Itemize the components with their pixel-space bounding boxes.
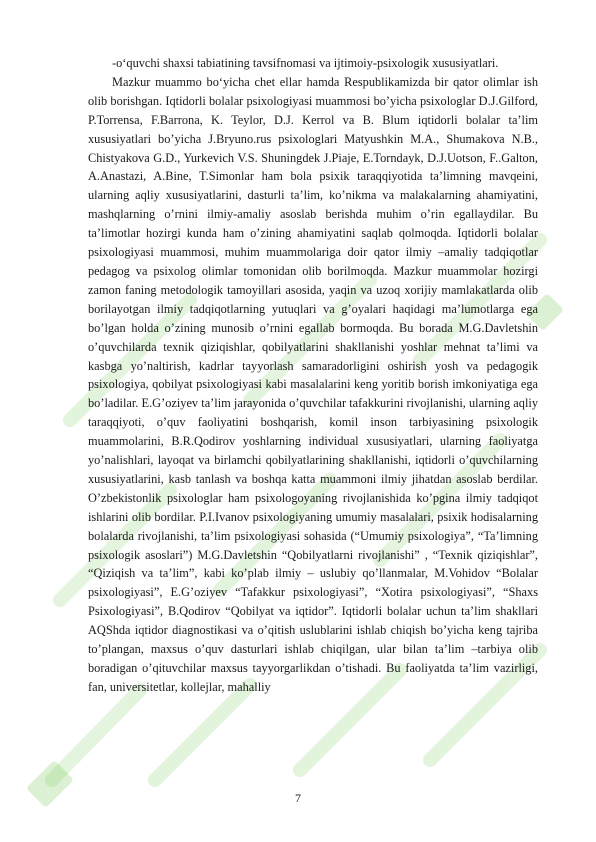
page-number: 7 (295, 791, 301, 805)
paragraph: -o‘quvchi shaxsi tabiatining tavsifnomasi va ijtimoiy-psixologik xususiyatlari. (112, 56, 499, 70)
paragraph: Mazkur muammo bo‘yicha chet ellar hamda Respublikamizda bir qator olimlar ish olib borishgan. Iqtidorli bolalar psixologiyasi muammosi bo’yicha psixologlar D.J.Gilford, P.Torrensa, F.Barrona, K. Teylor, D.J. Kerrol va B. Blum iqtidorli bolalar ta’lim xususiyatlari bo’yicha J.Bryuno.rus psixologlari Matyushkin M.A., Shumakova N.B., Chistyakova G.D., Yurkevich V.S. Shuningdek J.Piaje, E.Torndayk, D.J.Uotson, F..Galton, A.Anastazi, A.Bine, T.Simonlar ham bola psixik taraqqiyotida ta’limning mavqeini, ularning aqliy xususiyatlarini, dasturli ta’lim, ko’nikma va malakalarning ahamiyatini, mashqlarning o’rnini ilmiy-amaliy asoslab berishda muhim o’rin egallaydilar. Bu ta’limotlar hozirgi kunda ham o’zining ahamiyatini saqlab qolmoqda. Iqtidorli bolalar psixologiyasi muammosi, muhim muammolariga doir qator ilmiy –amaliy tadqiqotlar pedagog va psixolog olimlar tomonidan olib borilmoqda. Mazkur muammolar hozirgi zamon faning metodologik tamoyillari asosida, yaqin va uzoq xorijiy mamlakatlarda olib borilayotgan ilmiy tadqiqotlarning yutuqlari va g’oyalari haqidagi ma’lumotlarga ega bo’lgan holda o’zining munosib o’rnini egallab bormoqda. Bu borada M.G.Davletshin o’quvchilarda texnik qiziqishlar, qobilyatlarini shakllanishi yoshlar mehnat ta’limi va kasbga yo’naltirish, kadrlar tayyorlash samaradorligini oshirish yosh va pedagogik psixologiya, qobilyat psixologiyasi kabi masalalarini keng yoritib borish imkoniyatiga ega bo’ladilar. E.G’oziyev ta’lim jarayonida o’quvchilar tafakkurini rivojlanishi, ularning aqliy taraqqiyoti, o’quv faoliyatini boshqarish, komil inson tarbiyasining psixologik muammolarini, B.R.Qodirov yoshlarning individual xususiyatlari, ularning faoliyatga yo’nalishlari, layoqat va birlamchi qobilyatlarining shakllanishi, iqtidorli o’quvchilarning xususiyatlarini, kasb tanlash va boshqa katta muammoni ilmiy jihatdan asoslab berdilar. O’zbekistonlik psixologlar ham psixologoyaning rivojlanishida ko’pgina ilmiy tadqiqot ishlarini olib bordilar. P.I.Ivanov psixologiyaning umumiy masalalari, psixik hodisalarning bolalarda rivojlanishi, ta’lim psixologiyasi sohasida (“Umumiy psixologiya”, “Ta’limning psixologik asoslari”) M.G.Davletshin “Qobilyatlarni rivojlanishi” , “Texnik qiziqishlar”, “Qiziqish va ta’lim”, kabi ko’plab ilmiy – uslubiy qo’llanmalar, M.Vohidov “Bolalar psixologiyasi”, E.G’oziyev “Tafakkur psixologiyasi”, “Xotira psixologiyasi”, “Shaxs Psixologiyasi”, B.Qodirov “Qobilyat va iqtidor”. Iqtidorli bolalar uchun ta’lim shakllari AQShda iqtidor diagnostikasi va o’qitish uslublarini ishlab chiqish bo’yicha keng tajriba to’plangan, maxsus o’quv dasturlari ishlab chiqilgan, ular bilan ta’lim –tarbiya olib boradigan o’qituvchilar maxsus tayyorgarlikdan o’tishadi. Bu faoliyatda ta’lim vazirligi, fan, universitetlar, kollejlar, mahalliy (88, 74, 538, 694)
page-body (88, 54, 538, 697)
